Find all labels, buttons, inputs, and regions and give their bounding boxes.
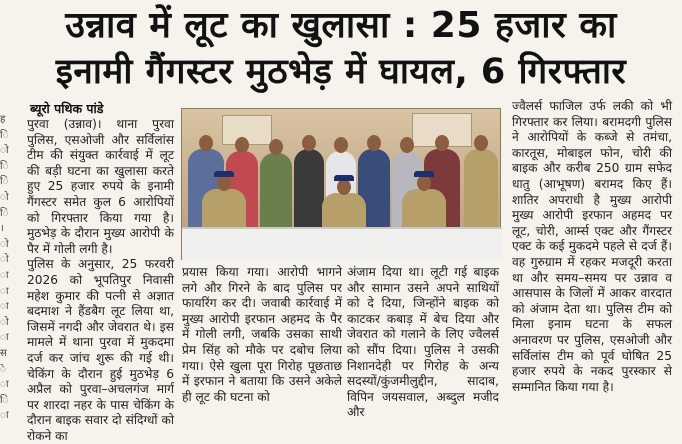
edge-glyph: ा [0,301,9,313]
edge-glyph: ो [0,191,9,203]
byline: ब्यूरो पथिक पांडे [30,101,104,116]
article-column-2 [182,265,342,425]
edge-glyph: ो [0,254,9,266]
edge-glyph: । [0,223,4,235]
adjacent-column-edge [0,112,16,427]
edge-glyph: ि [0,394,9,406]
news-photo [181,108,501,260]
edge-glyph: ो [0,238,9,250]
paragraph: ज्वैलर्स फाजिल उर्फ लकी को भी गिरफ्तार कर लिया। बरामदगी पुलिस ने आरोपियों के कब्जे से तमंचा, कारतूस, मोबाइल फोन, चोरी की बाइक और करीब 250 ग्राम सफेद धातु (आभूषण) बरामद किए हैं। शातिर अपराधी है मुख्य आरोपी मुख्य आरोपी इरफान अहमद पर लूट, चोरी, आर्म्स एक्ट और गैंगस्टर एक्ट के कई मुकदमे पहले से दर्ज हैं। वह गुरुग्राम में रहकर मजदूरी करता था और समय–समय पर उन्नाव व आसपास के जिलों में आकर वारदात को अंजाम देता था। पुलिस टीम को मिला इनाम घटना के सफल अनावरण पर पुलिस, एसओजी और सर्विलांस टीम को पूर्व घोषित 25 हजार रुपये के नकद पुरस्कार से सम्मानित किया गया है। [512,99,672,394]
paragraph: अंजाम दिया था। लूटी गई बाइक और सामान उसने अपने साथियों को दे दिया, जिन्होंने बाइक को काटकर कबाड़ में बेच दिया और जेवरात को गलाने के लिए ज्वैलर्स को सौंप दिया। पुलिस ने उसकी निशानदेही पर गिरोह के अन्य सदस्यों/कुंजमीलुद्दीन, सादाब, विपिन जयसवाल, अब्दुल मजीद और [347,265,499,420]
edge-glyph: ा [0,269,9,281]
press-table [182,227,502,261]
edge-glyph: ो [0,316,9,328]
edge-glyph: ो [0,145,9,157]
edge-glyph: ि [0,176,9,188]
paragraph: पुलिस के अनुसार, 25 फरवरी 2026 को भूपतिपुर निवासी महेश कुमार की पत्नी से अज्ञात बदमाश ने हैंडबैग लूट लिया था, जिसमें नगदी और जेवरात थे। इस मामले में थाना पुरवा में मुकदमा दर्ज कर जांच शुरू की गई थी। चेकिंग के दौरान हुई मुठभेड़ 6 अप्रैल को पुरवा–अचलगंज मार्ग पर शारदा नहर के पास चेकिंग के दौरान बाइक सवार दो संदिग्धों को रोकने का [27,257,174,443]
edge-glyph: ि [0,207,9,219]
edge-glyph: े [0,363,6,375]
edge-glyph: ा [0,332,9,344]
headline-line-2: इनामी गैंगस्टर मुठभेड़ में घायल, 6 गिरफ्तार [55,52,627,92]
edge-glyph: ि [0,160,9,172]
paragraph: प्रयास किया गया। आरोपी भागने लगे और गिरने के बाद पुलिस पर फायरिंग कर दी। जवाबी कार्रवाई में मुख्य आरोपी इरफान अहमद के पैर में गोली लगी, जबकि उसका साथी प्रेम सिंह को मौके पर दबोच लिया गया। ऐसे खुला पूरा गिरोह पूछताछ में इरफान ने बताया कि उसने अकेले ही लूट की घटना को [182,265,342,404]
headline-line-1: उन्नाव में लूट का खुलासा : 25 हजार का [65,5,617,46]
edge-glyph: स [0,347,7,359]
paragraph: पुरवा (उन्नाव)। थाना पुरवा पुलिस, एसओजी और सर्विलांस टीम की संयुक्त कार्रवाई में लूट की बड़ी घटना का खुलासा करते हुए 25 हजार रुपये के इनामी गैंगस्टर समेत कुल 6 आरोपियों को गिरफ्तार किया गया है। मुठभेड़ के दौरान मुख्य आरोपी के पैर में गोली लगी है। [27,117,174,256]
edge-glyph: ह [0,114,6,125]
edge-glyph: ा [0,285,9,297]
article-column-1 [27,117,174,443]
article-column-3 [347,265,499,425]
article-column-4 [512,99,672,423]
edge-glyph: ा [0,379,9,391]
edge-glyph: ा [0,410,9,422]
edge-glyph: ि [0,129,9,141]
